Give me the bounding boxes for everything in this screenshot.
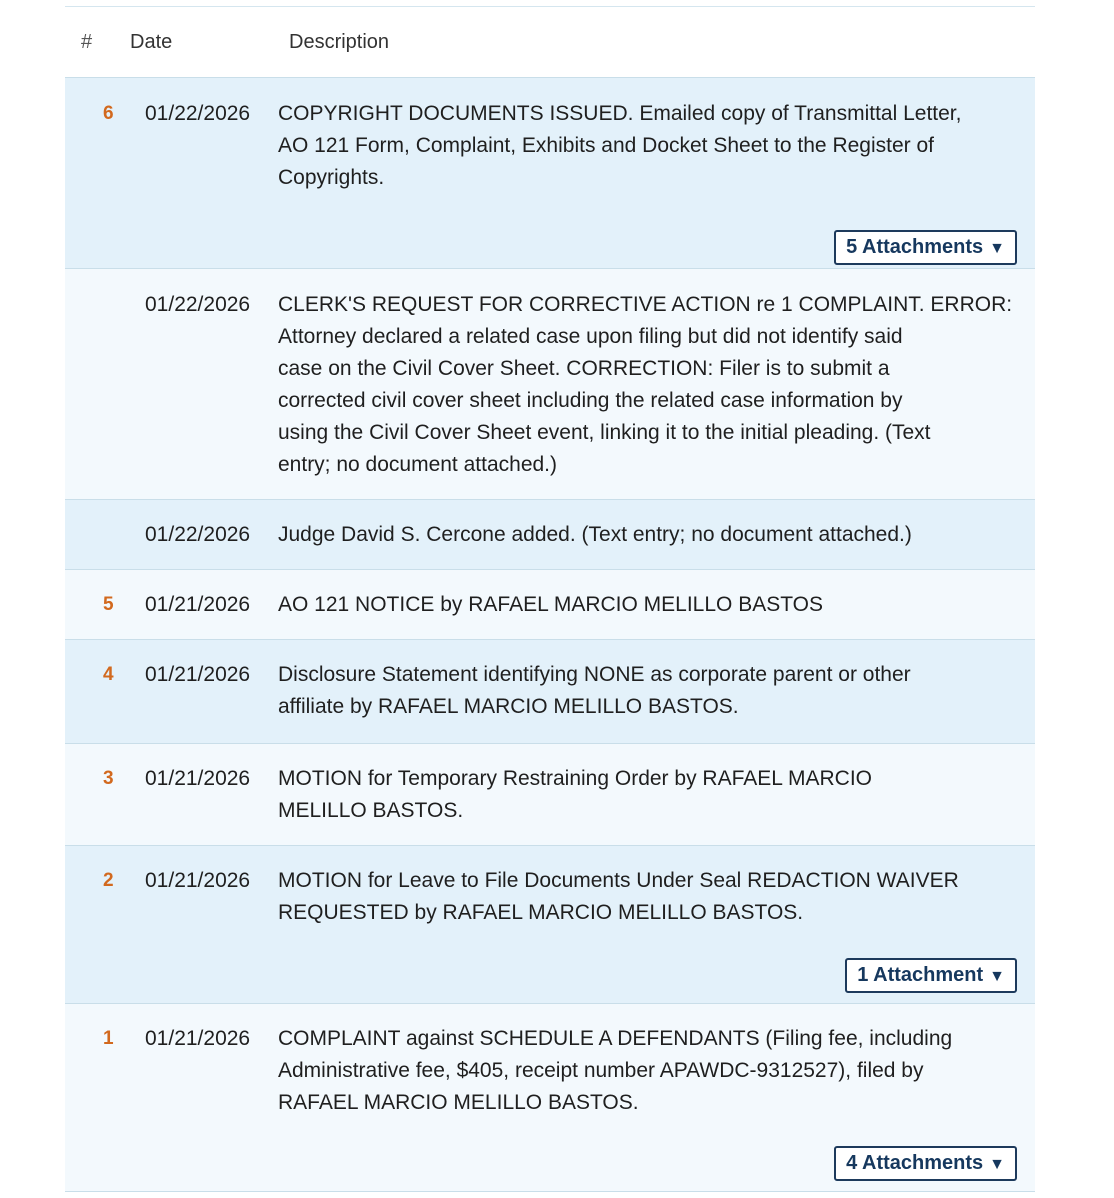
entry-description (278, 1023, 1018, 1119)
description-line: COPYRIGHT DOCUMENTS ISSUED. Emailed copy of Transmittal Letter, (278, 102, 962, 125)
docket-entry-row (65, 744, 1035, 846)
attachments-label: 5 Attachments (846, 236, 984, 258)
docket-entry-row (65, 269, 1035, 500)
header-date: Date (130, 31, 173, 53)
entry-date: 01/22/2026 (145, 523, 251, 546)
caret-down-icon: ▼ (989, 240, 1005, 257)
entry-number[interactable]: 6 (103, 103, 114, 124)
description-line: entry; no document attached.) (278, 453, 557, 476)
description-line: case on the Civil Cover Sheet. CORRECTION: Filer is to submit a (278, 357, 890, 380)
description-line: MELILLO BASTOS. (278, 799, 464, 822)
entry-date: 01/21/2026 (145, 869, 251, 892)
description-line: AO 121 NOTICE by RAFAEL MARCIO MELILLO BASTOS (278, 593, 824, 616)
entry-description (278, 763, 1018, 827)
entry-description (278, 865, 1018, 929)
docket-entry-row (65, 500, 1035, 570)
entry-date: 01/21/2026 (145, 1027, 251, 1050)
caret-down-icon: ▼ (989, 1156, 1005, 1173)
attachments-label: 1 Attachment (857, 964, 984, 986)
attachments-label: 4 Attachments (846, 1152, 984, 1174)
entry-description (278, 289, 1018, 481)
entry-number[interactable]: 2 (103, 870, 114, 891)
description-line: corrected civil cover sheet including the related case information by (278, 389, 903, 412)
table-header (65, 7, 1035, 78)
description-line: Judge David S. Cercone added. (Text entry; no document attached.) (278, 523, 912, 546)
docket-entry-row (65, 1004, 1035, 1192)
entry-description (278, 98, 1018, 194)
description-line: Disclosure Statement identifying NONE as corporate parent or other (278, 663, 911, 686)
caret-down-icon: ▼ (989, 968, 1005, 985)
attachments-dropdown-button[interactable] (834, 1146, 1017, 1181)
docket-entry-row (65, 78, 1035, 269)
attachments-dropdown-button[interactable] (845, 958, 1017, 993)
entry-description (278, 659, 1018, 723)
entry-number[interactable]: 5 (103, 594, 114, 615)
description-line: affiliate by RAFAEL MARCIO MELILLO BASTOS. (278, 695, 739, 718)
description-line: Copyrights. (278, 166, 385, 189)
description-line: COMPLAINT against SCHEDULE A DEFENDANTS (Filing fee, including (278, 1027, 953, 1050)
entry-number[interactable]: 4 (103, 664, 114, 685)
description-line: MOTION for Leave to File Documents Under Seal REDACTION WAIVER (278, 869, 959, 892)
docket-entry-row (65, 640, 1035, 744)
header-number: # (81, 31, 93, 53)
entry-date: 01/21/2026 (145, 663, 251, 686)
description-line: RAFAEL MARCIO MELILLO BASTOS. (278, 1091, 639, 1114)
header-description: Description (289, 31, 390, 53)
entry-description (278, 589, 1018, 621)
description-line: AO 121 Form, Complaint, Exhibits and Docket Sheet to the Register of (278, 134, 934, 157)
description-line: Administrative fee, $405, receipt number APAWDC-9312527), filed by (278, 1059, 924, 1082)
docket-entry-row (65, 570, 1035, 640)
entry-number[interactable]: 3 (103, 768, 114, 789)
entry-date: 01/21/2026 (145, 593, 251, 616)
entry-date: 01/22/2026 (145, 293, 251, 316)
description-line: using the Civil Cover Sheet event, linking it to the initial pleading. (Text (278, 421, 931, 444)
entry-date: 01/22/2026 (145, 102, 251, 125)
description-line: REQUESTED by RAFAEL MARCIO MELILLO BASTOS. (278, 901, 804, 924)
description-line: CLERK'S REQUEST FOR CORRECTIVE ACTION re 1 COMPLAINT. ERROR: (278, 293, 1013, 316)
docket-entry-row (65, 846, 1035, 1004)
docket-rows (65, 78, 1035, 1192)
entry-description (278, 519, 1018, 551)
description-line: Attorney declared a related case upon filing but did not identify said (278, 325, 903, 348)
attachments-dropdown-button[interactable] (834, 230, 1017, 265)
description-line: MOTION for Temporary Restraining Order by RAFAEL MARCIO (278, 767, 872, 790)
entry-number[interactable]: 1 (103, 1028, 114, 1049)
docket-table (65, 6, 1035, 1192)
entry-date: 01/21/2026 (145, 767, 251, 790)
